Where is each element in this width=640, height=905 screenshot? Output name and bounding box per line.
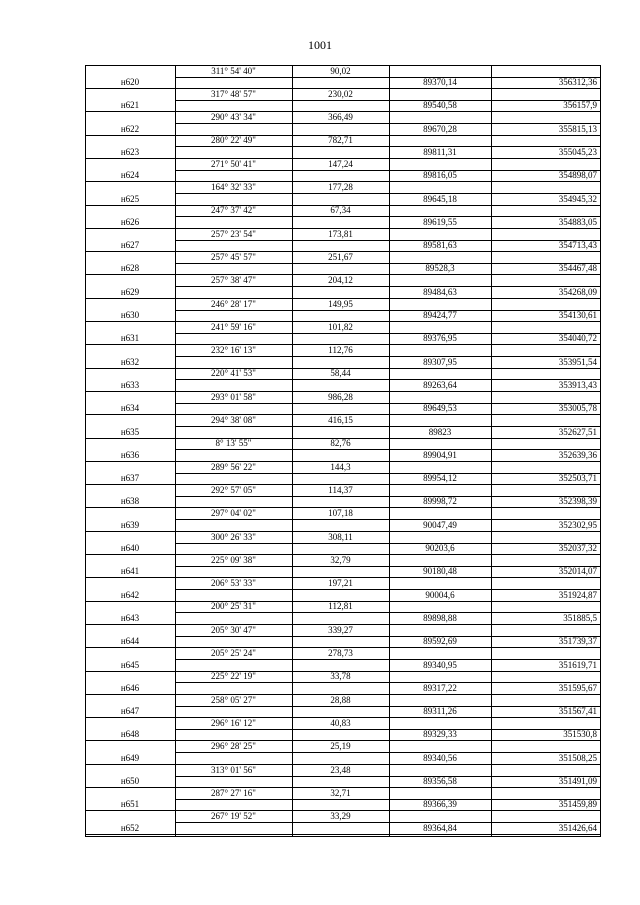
direction-angle: 200° 25' 31"	[211, 601, 256, 612]
segment-length: 67,34	[330, 205, 351, 216]
x-coordinate: 89356,58	[423, 776, 457, 786]
table-rule	[389, 123, 600, 124]
point-label: н650	[120, 776, 140, 786]
point-label: н641	[120, 566, 140, 577]
table-rule	[600, 65, 601, 836]
table-rule	[175, 170, 389, 171]
table-rule	[175, 612, 389, 613]
table-rule	[389, 310, 600, 311]
x-coordinate: 89370,14	[423, 77, 457, 87]
segment-length: 366,49	[328, 112, 353, 123]
y-coordinate: 351530,8	[563, 729, 597, 740]
y-coordinate: 355045,23	[558, 146, 597, 157]
table-rule	[389, 426, 600, 427]
table-rule	[175, 449, 389, 450]
y-coordinate: 354713,43	[558, 240, 597, 251]
direction-angle: 296° 28' 25"	[211, 741, 256, 752]
y-coordinate: 352639,36	[558, 449, 597, 460]
table-rule	[389, 589, 600, 590]
direction-angle: 311° 54' 40"	[211, 65, 256, 76]
y-coordinate: 351885,5	[563, 612, 597, 623]
point-label: н620	[120, 77, 140, 87]
segment-length: 149,95	[328, 298, 353, 309]
segment-length: 112,81	[328, 601, 353, 612]
segment-length: 177,28	[328, 182, 353, 192]
segment-length: 782,71	[328, 135, 353, 146]
y-coordinate: 352627,51	[558, 426, 597, 437]
table-rule	[389, 193, 600, 194]
direction-angle: 293° 01' 58"	[211, 391, 256, 402]
table-rule	[175, 379, 389, 380]
x-coordinate: 89317,22	[423, 682, 457, 693]
segment-length: 25,19	[330, 741, 351, 752]
direction-angle: 257° 45' 57"	[211, 251, 256, 262]
table-rule	[175, 216, 389, 217]
segment-length: 32,79	[330, 554, 351, 565]
point-label: н643	[120, 612, 140, 623]
y-coordinate: 354945,32	[558, 193, 597, 204]
point-label: н642	[120, 589, 140, 600]
y-coordinate: 351619,71	[558, 659, 597, 670]
segment-length: 58,44	[330, 368, 351, 379]
point-label: н623	[120, 146, 140, 157]
table-rule	[175, 799, 389, 800]
point-label: н645	[120, 659, 140, 670]
x-coordinate: 90180,48	[423, 566, 457, 577]
table-rule	[175, 752, 389, 753]
segment-length: 33,29	[330, 811, 351, 822]
y-coordinate: 351426,64	[558, 822, 597, 833]
direction-angle: 296° 16' 12"	[211, 717, 256, 728]
x-coordinate: 89898,88	[423, 612, 457, 623]
table-rule	[292, 65, 293, 836]
segment-length: 33,78	[330, 671, 351, 682]
x-coordinate: 89528,3	[425, 263, 455, 274]
y-coordinate: 351491,09	[558, 776, 597, 786]
segment-length: 147,24	[328, 158, 353, 169]
table-rule	[389, 566, 600, 567]
y-coordinate: 354130,61	[558, 310, 597, 320]
x-coordinate: 89811,31	[423, 146, 457, 157]
segment-length: 107,18	[328, 508, 353, 519]
table-rule	[175, 543, 389, 544]
table-rule	[389, 776, 600, 777]
segment-length: 986,28	[328, 391, 353, 402]
x-coordinate: 89592,69	[423, 636, 457, 647]
coordinates-table	[85, 65, 600, 836]
segment-length: 251,67	[328, 251, 353, 262]
table-rule	[175, 519, 389, 520]
direction-angle: 205° 25' 24"	[211, 648, 256, 658]
x-coordinate: 89954,12	[423, 473, 457, 484]
point-label: н640	[120, 543, 140, 553]
x-coordinate: 89540,58	[423, 100, 457, 111]
point-label: н622	[120, 123, 140, 134]
table-rule	[85, 834, 600, 835]
direction-angle: 300° 26' 33"	[211, 531, 256, 542]
segment-length: 28,88	[330, 694, 351, 705]
table-rule	[175, 333, 389, 334]
segment-length: 416,15	[328, 415, 353, 425]
x-coordinate: 89263,64	[423, 379, 457, 390]
y-coordinate: 353005,78	[558, 403, 597, 414]
segment-length: 90,02	[330, 65, 351, 76]
point-label: н627	[120, 240, 140, 251]
segment-length: 278,73	[328, 648, 353, 658]
table-rule	[175, 286, 389, 287]
direction-angle: 206° 53' 33"	[211, 578, 256, 589]
y-coordinate: 352302,95	[558, 519, 597, 530]
x-coordinate: 90047,49	[423, 519, 457, 530]
table-rule	[175, 822, 389, 823]
y-coordinate: 354883,05	[558, 216, 597, 227]
x-coordinate: 90004,6	[425, 589, 455, 600]
y-coordinate: 351924,87	[558, 589, 597, 600]
x-coordinate: 89581,63	[423, 240, 457, 251]
direction-angle: 225° 09' 38"	[211, 554, 256, 565]
direction-angle: 220° 41' 53"	[211, 368, 256, 379]
table-rule	[175, 65, 176, 836]
table-rule	[389, 77, 600, 78]
direction-angle: 247° 37' 42"	[211, 205, 256, 216]
segment-length: 144,3	[330, 461, 351, 472]
point-label: н629	[120, 286, 140, 297]
direction-angle: 294° 38' 08"	[211, 415, 256, 425]
table-rule	[389, 612, 600, 613]
table-rule	[175, 682, 389, 683]
table-rule	[85, 65, 86, 836]
direction-angle: 289° 56' 22"	[211, 461, 256, 472]
x-coordinate: 89424,77	[423, 310, 457, 320]
y-coordinate: 351595,67	[558, 682, 597, 693]
direction-angle: 258° 05' 27"	[211, 694, 256, 705]
direction-angle: 317° 48' 57"	[211, 88, 256, 99]
table-rule	[389, 216, 600, 217]
table-rule	[175, 473, 389, 474]
point-label: н651	[120, 799, 140, 810]
table-rule	[389, 799, 600, 800]
point-label: н647	[120, 706, 140, 717]
y-coordinate: 354268,09	[558, 286, 597, 297]
table-rule	[175, 706, 389, 707]
table-rule	[175, 240, 389, 241]
table-rule	[175, 123, 389, 124]
x-coordinate: 89329,33	[423, 729, 457, 740]
segment-length: 230,02	[328, 88, 353, 99]
table-rule	[175, 589, 389, 590]
point-label: н637	[120, 473, 140, 484]
point-label: н628	[120, 263, 140, 274]
table-rule	[389, 333, 600, 334]
direction-angle: 246° 28' 17"	[211, 298, 256, 309]
x-coordinate: 89823	[428, 426, 452, 437]
x-coordinate: 89670,28	[423, 123, 457, 134]
table-rule	[85, 836, 601, 837]
segment-length: 23,48	[330, 764, 351, 775]
point-label: н652	[120, 822, 140, 833]
table-rule	[175, 636, 389, 637]
y-coordinate: 353913,43	[558, 379, 597, 390]
table-rule	[389, 729, 600, 730]
y-coordinate: 353951,54	[558, 356, 597, 367]
direction-angle: 205° 30' 47"	[211, 624, 256, 635]
x-coordinate: 89364,84	[423, 822, 457, 833]
table-rule	[175, 77, 389, 78]
direction-angle: 267° 19' 52"	[211, 811, 256, 822]
x-coordinate: 89645,18	[423, 193, 457, 204]
direction-angle: 164° 32' 33"	[211, 182, 256, 192]
y-coordinate: 355815,13	[558, 123, 597, 134]
x-coordinate: 90203,6	[425, 543, 455, 553]
table-rule	[389, 473, 600, 474]
table-rule	[175, 496, 389, 497]
direction-angle: 257° 38' 47"	[211, 275, 256, 286]
page-number: 1001	[308, 38, 332, 52]
x-coordinate: 89998,72	[423, 496, 457, 507]
table-rule	[389, 752, 600, 753]
x-coordinate: 89340,95	[423, 659, 457, 670]
point-label: н633	[120, 379, 140, 390]
point-label: н648	[120, 729, 140, 740]
table-rule	[175, 356, 389, 357]
segment-length: 82,76	[330, 438, 351, 449]
x-coordinate: 89904,91	[423, 449, 457, 460]
table-rule	[175, 426, 389, 427]
point-label: н649	[120, 752, 140, 763]
table-rule	[175, 310, 389, 311]
point-label: н635	[120, 426, 140, 437]
segment-length: 112,76	[328, 345, 353, 356]
segment-length: 339,27	[328, 624, 353, 635]
x-coordinate: 89311,26	[423, 706, 457, 717]
direction-angle: 8° 13' 55"	[215, 438, 252, 449]
direction-angle: 271° 50' 41"	[211, 158, 256, 169]
point-label: н639	[120, 519, 140, 530]
y-coordinate: 356157,9	[563, 100, 597, 111]
table-rule	[389, 100, 600, 101]
y-coordinate: 354040,72	[558, 333, 597, 344]
direction-angle: 280° 22' 49"	[211, 135, 256, 146]
point-label: н624	[120, 170, 140, 181]
table-rule	[175, 193, 389, 194]
table-rule	[389, 356, 600, 357]
table-rule	[491, 65, 492, 836]
table-rule	[175, 659, 389, 660]
y-coordinate: 351508,25	[558, 752, 597, 763]
table-rule	[175, 100, 389, 101]
point-label: н646	[120, 682, 140, 693]
segment-length: 204,12	[328, 275, 353, 286]
table-rule	[389, 240, 600, 241]
x-coordinate: 89307,95	[423, 356, 457, 367]
x-coordinate: 89484,63	[423, 286, 457, 297]
table-rule	[389, 706, 600, 707]
direction-angle: 297° 04' 02"	[211, 508, 256, 519]
point-label: н632	[120, 356, 140, 367]
y-coordinate: 354467,48	[558, 263, 597, 274]
direction-angle: 313° 01' 56"	[211, 764, 256, 775]
table-rule	[175, 263, 389, 264]
table-rule	[389, 146, 600, 147]
table-rule	[175, 729, 389, 730]
table-rule	[389, 286, 600, 287]
point-label: н644	[120, 636, 140, 647]
y-coordinate: 356312,36	[558, 77, 597, 87]
table-rule	[389, 822, 600, 823]
segment-length: 114,37	[328, 484, 353, 495]
direction-angle: 232° 16' 13"	[211, 345, 256, 356]
y-coordinate: 351459,89	[558, 799, 597, 810]
table-rule	[389, 449, 600, 450]
table-rule	[389, 519, 600, 520]
point-label: н630	[120, 310, 140, 320]
y-coordinate: 351567,41	[558, 706, 597, 717]
table-rule	[175, 146, 389, 147]
table-rule	[389, 496, 600, 497]
x-coordinate: 89649,53	[423, 403, 457, 414]
point-label: н634	[120, 403, 140, 414]
table-rule	[389, 403, 600, 404]
table-rule	[389, 170, 600, 171]
point-label: н631	[120, 333, 140, 344]
table-rule	[389, 65, 390, 836]
table-rule	[175, 776, 389, 777]
direction-angle: 225° 22' 19"	[211, 671, 256, 682]
table-rule	[389, 543, 600, 544]
x-coordinate: 89619,55	[423, 216, 457, 227]
table-rule	[389, 659, 600, 660]
y-coordinate: 352037,32	[558, 543, 597, 553]
point-label: н626	[120, 216, 140, 227]
table-rule	[175, 403, 389, 404]
x-coordinate: 89340,56	[423, 752, 457, 763]
direction-angle: 292° 57' 05"	[211, 484, 256, 495]
segment-length: 197,21	[328, 578, 353, 589]
direction-angle: 257° 23' 54"	[211, 228, 256, 239]
table-rule	[389, 263, 600, 264]
direction-angle: 241° 59' 16"	[211, 321, 256, 332]
table-rule	[389, 682, 600, 683]
x-coordinate: 89376,95	[423, 333, 457, 344]
direction-angle: 287° 27' 16"	[211, 787, 256, 798]
segment-length: 40,83	[330, 717, 351, 728]
table-rule	[175, 566, 389, 567]
direction-angle: 290° 43' 34"	[211, 112, 256, 123]
table-rule	[389, 379, 600, 380]
segment-length: 173,81	[328, 228, 353, 239]
y-coordinate: 352398,39	[558, 496, 597, 507]
y-coordinate: 352503,71	[558, 473, 597, 484]
segment-length: 308,11	[328, 531, 353, 542]
point-label: н638	[120, 496, 140, 507]
segment-length: 101,82	[328, 321, 353, 332]
table-rule	[389, 636, 600, 637]
point-label: н625	[120, 193, 140, 204]
point-label: н636	[120, 449, 140, 460]
y-coordinate: 354898,07	[558, 170, 597, 181]
y-coordinate: 352014,07	[558, 566, 597, 577]
point-label: н621	[120, 100, 140, 111]
x-coordinate: 89366,39	[423, 799, 457, 810]
segment-length: 32,71	[330, 787, 351, 798]
x-coordinate: 89816,05	[423, 170, 457, 181]
y-coordinate: 351739,37	[558, 636, 597, 647]
